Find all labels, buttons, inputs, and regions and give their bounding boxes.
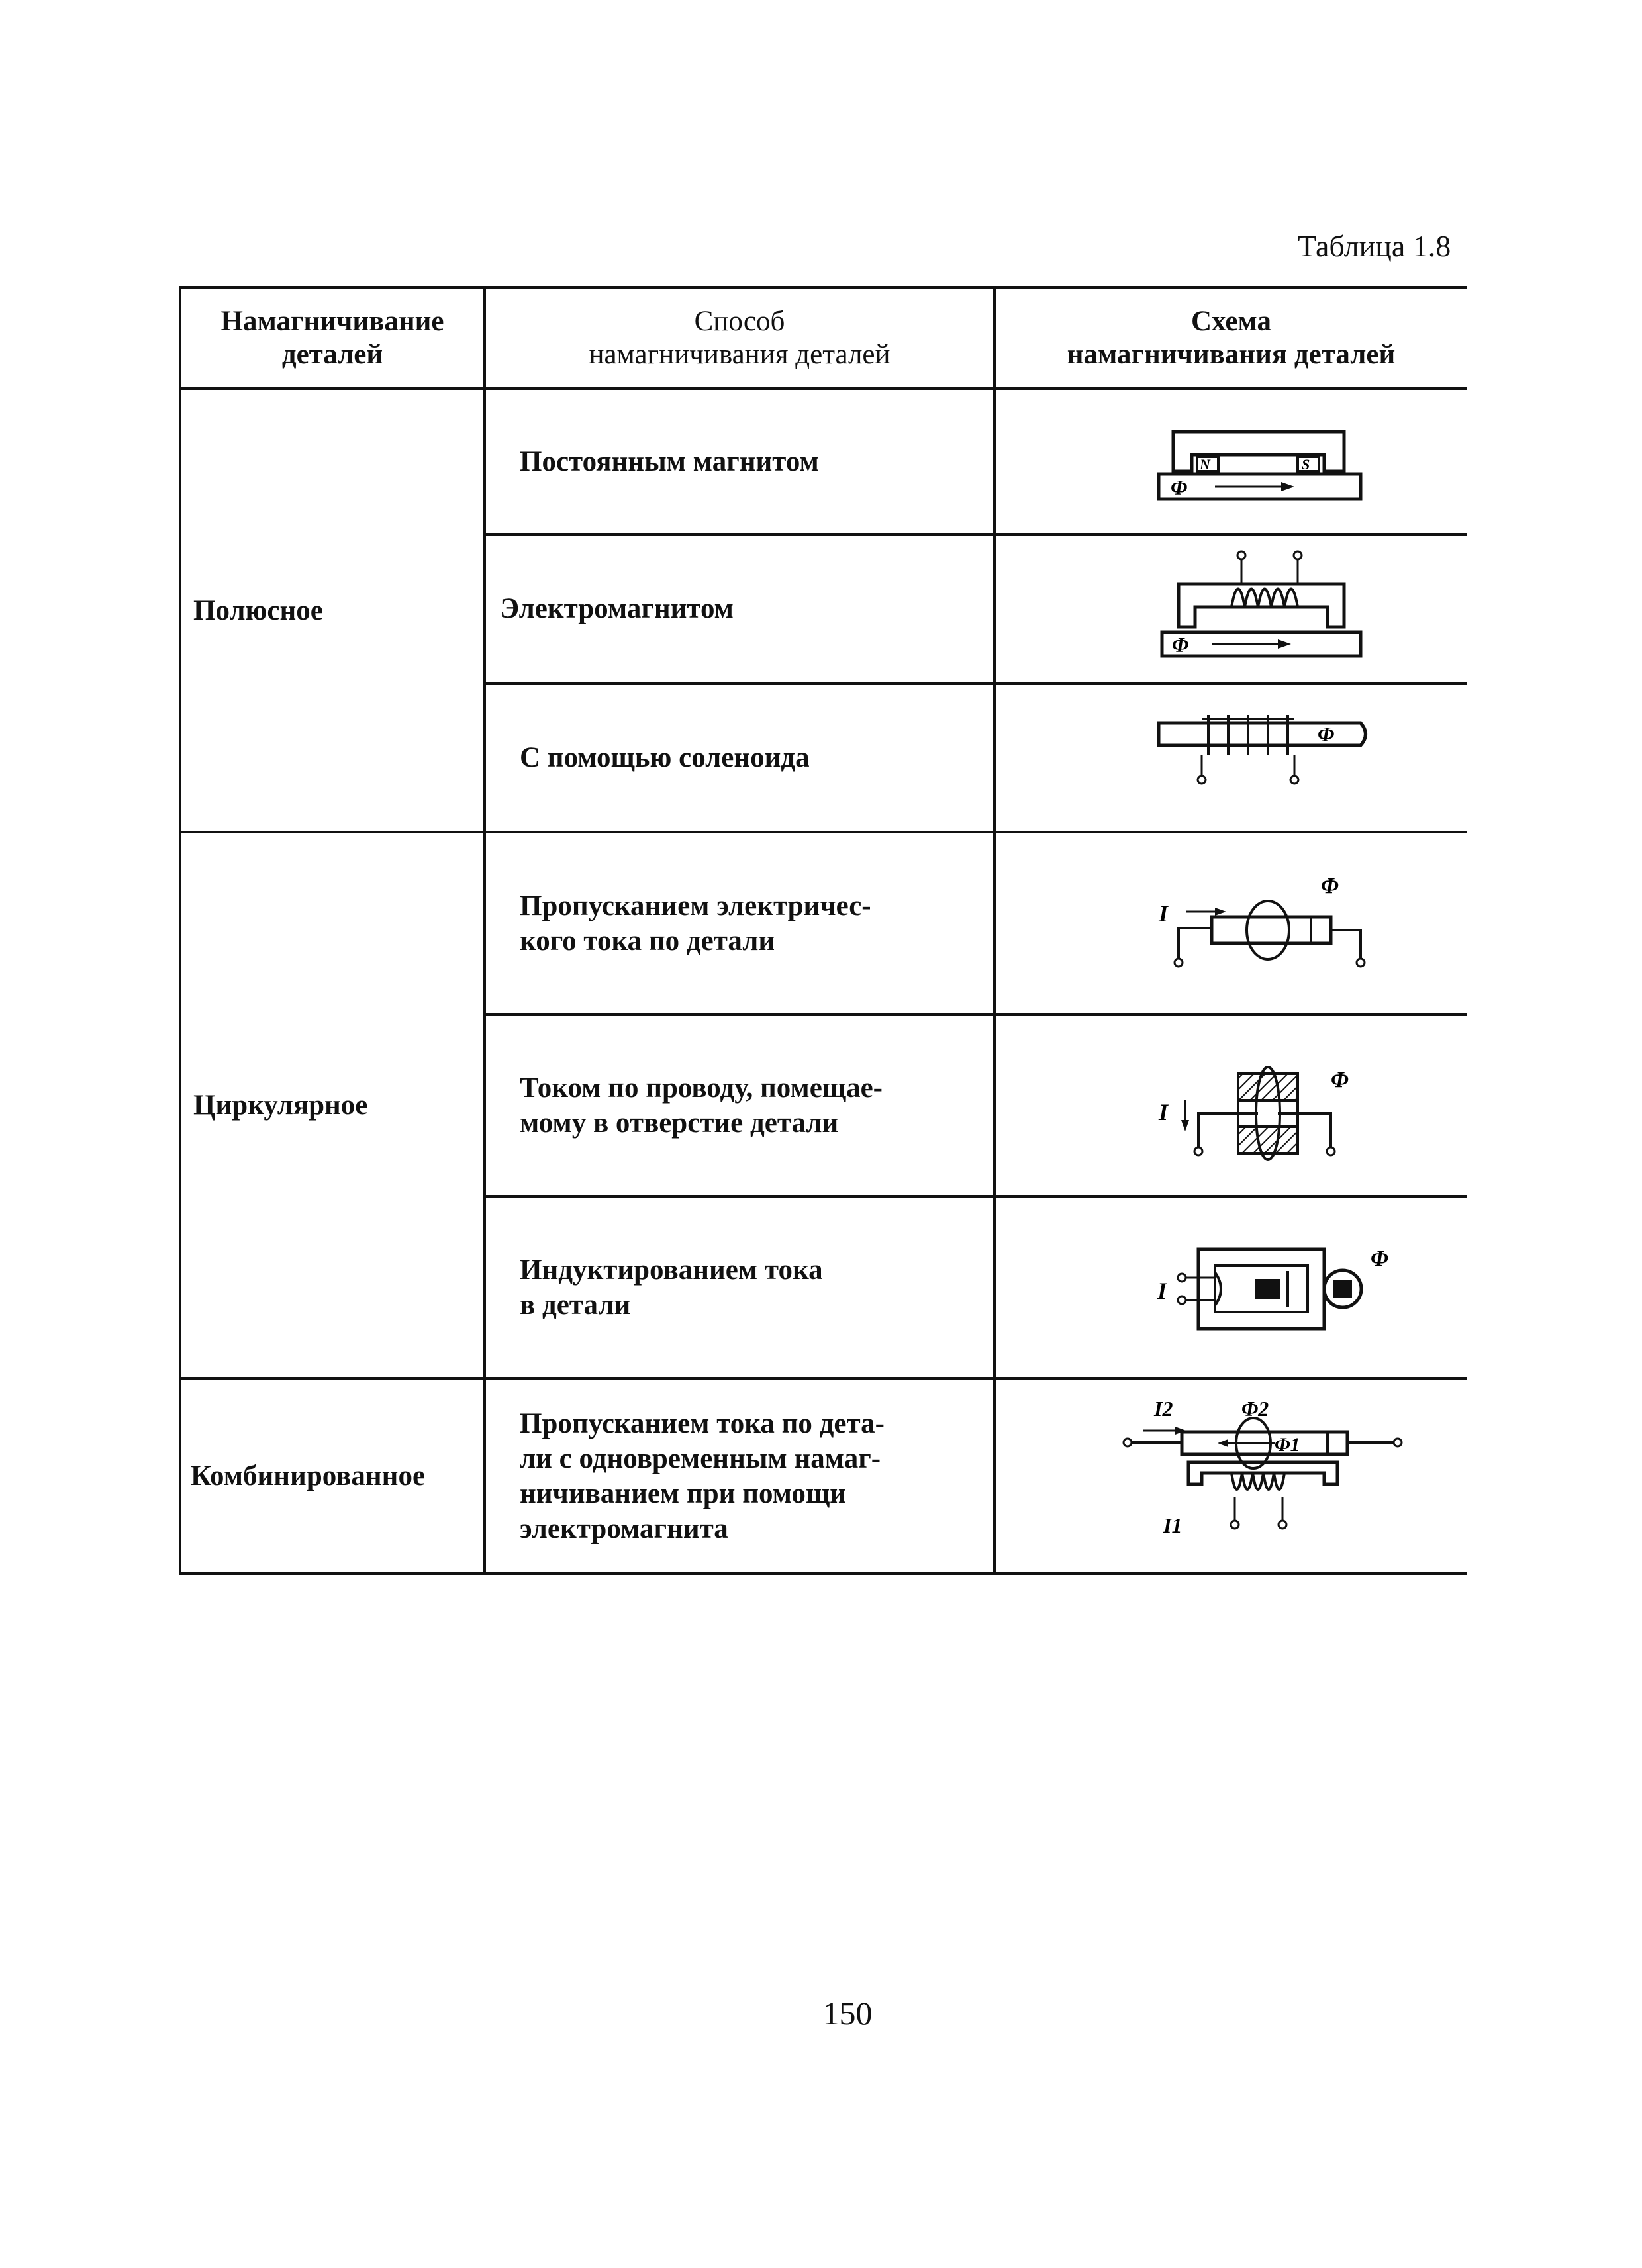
column-divider-2 xyxy=(993,286,996,1575)
current-label: I xyxy=(1159,1099,1169,1125)
scheme-combined xyxy=(1109,1388,1414,1574)
induced-current-diagram xyxy=(1132,1226,1410,1345)
flux-label: Φ xyxy=(1331,1068,1349,1092)
flux-label: Φ xyxy=(1172,633,1189,657)
electromagnet-diagram xyxy=(1132,547,1397,667)
flux-label: Φ xyxy=(1321,874,1339,898)
south-pole-label: S xyxy=(1302,456,1310,473)
header-col2: Способ намагничивания деталей xyxy=(589,305,891,370)
current-label: I xyxy=(1157,1278,1167,1304)
flux-label: Φ xyxy=(1171,475,1188,499)
group-label-circular: Циркулярное xyxy=(193,1090,368,1121)
table-border-left xyxy=(179,286,181,1575)
flux-label: Φ xyxy=(1371,1247,1388,1271)
method-text: Током по проводу, помещае- мому в отверстие детали xyxy=(520,1072,883,1139)
permanent-magnet-diagram xyxy=(1132,412,1397,518)
magnetization-table xyxy=(179,286,1467,1575)
scheme-induced-current xyxy=(1132,1226,1410,1345)
group-label-pole: Полюсное xyxy=(193,594,323,626)
page-number: 150 xyxy=(822,1995,873,2032)
method-text: Электромагнитом xyxy=(500,593,734,624)
method-text: Постоянным магнитом xyxy=(520,446,819,477)
method-text: Пропусканием электричес- кого тока по детали xyxy=(520,890,871,957)
method-text: С помощью соленоида xyxy=(520,742,810,773)
current2-label: I2 xyxy=(1154,1397,1173,1421)
current-label: I xyxy=(1159,900,1169,927)
flux-label: Φ xyxy=(1318,722,1335,746)
scheme-permanent-magnet xyxy=(1132,412,1397,518)
scheme-wire-in-hole xyxy=(1132,1037,1397,1170)
current1-label: I1 xyxy=(1163,1513,1183,1537)
header-col3: Схема намагничивания деталей xyxy=(1067,305,1396,370)
current-through-part-diagram xyxy=(1132,859,1397,984)
flux2-label: Φ2 xyxy=(1241,1397,1269,1421)
wire-in-hole-diagram xyxy=(1132,1037,1397,1170)
method-text: Индуктированием тока в детали xyxy=(520,1254,823,1321)
flux1-label: Φ1 xyxy=(1275,1434,1300,1456)
group-label-combined: Комбинированное xyxy=(191,1460,426,1491)
north-pole-label: N xyxy=(1200,456,1210,473)
method-text: Пропусканием тока по дета- ли с одновременным намаг- ничиванием при помощи электромагнита xyxy=(520,1407,885,1544)
scheme-electromagnet xyxy=(1132,547,1397,667)
header-col1: Намагничивание деталей xyxy=(220,305,444,370)
scheme-current-through-part xyxy=(1132,859,1397,984)
solenoid-diagram xyxy=(1132,703,1397,802)
column-divider-1 xyxy=(483,286,486,1575)
table-label: Таблица 1.8 xyxy=(1298,229,1451,263)
scheme-solenoid xyxy=(1132,703,1397,802)
combined-diagram xyxy=(1109,1388,1414,1574)
